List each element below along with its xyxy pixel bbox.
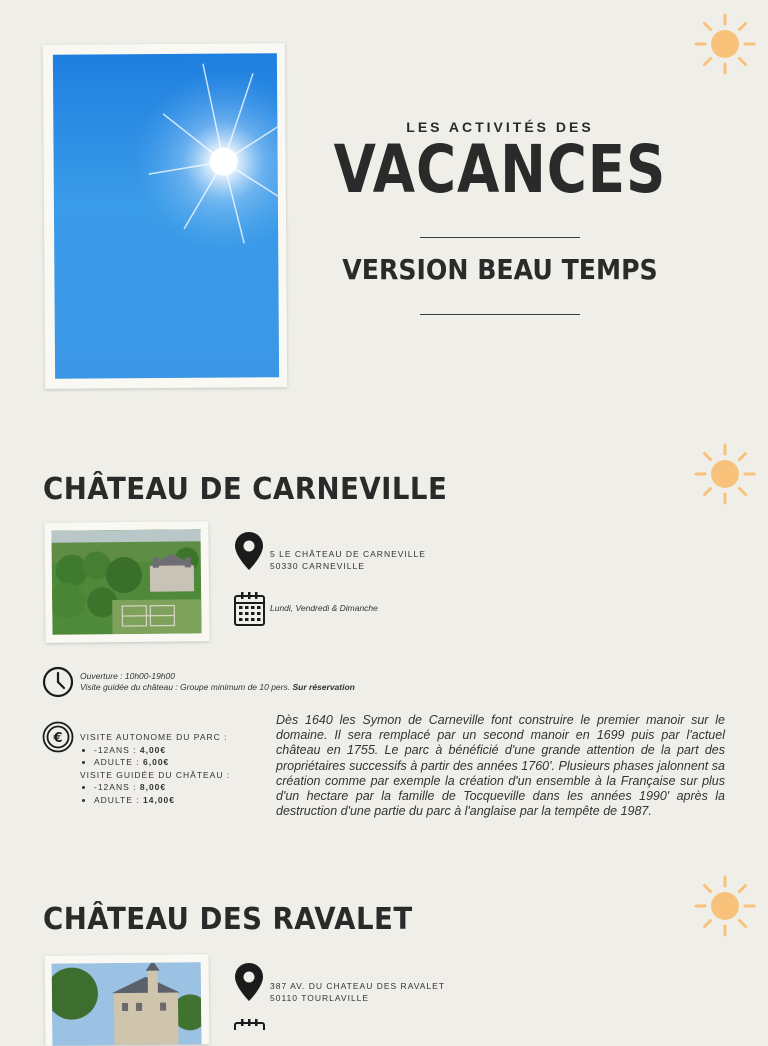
address-line-2: 50110 TOURLAVILLE <box>270 993 370 1003</box>
hero-photo-frame <box>43 43 287 389</box>
section-title: CHÂTEAU DES RAVALET <box>43 902 413 937</box>
sunny-sky-photo <box>53 53 279 379</box>
price-item: • ADULTE : 14,00€ <box>94 794 260 807</box>
reservation-note: Sur réservation <box>292 682 355 692</box>
divider-top <box>420 237 580 238</box>
sun-icon <box>694 875 756 937</box>
euro-coin-icon <box>42 721 74 753</box>
opening-days: Lundi, Vendredi & Dimanche <box>270 603 378 613</box>
location-pin-icon <box>233 962 265 1002</box>
price-list <box>80 731 260 806</box>
opening-hours: Ouverture : 10h00-19h00 <box>80 671 175 681</box>
castle-photo-frame <box>45 954 210 1046</box>
castle-carneville-photo <box>51 529 201 635</box>
calendar-icon <box>233 591 266 627</box>
castle-ravalet-photo <box>52 962 202 1046</box>
section-title: CHÂTEAU DE CARNEVILLE <box>43 472 448 507</box>
sun-icon <box>694 13 756 75</box>
clock-icon <box>42 666 74 698</box>
address-line-1: 5 LE CHÂTEAU DE CARNEVILLE <box>270 549 426 559</box>
address-line-2: 50330 CARNEVILLE <box>270 561 365 571</box>
calendar-icon <box>233 1018 266 1030</box>
sun-icon <box>694 443 756 505</box>
hero-subtitle: VERSION BEAU TEMPS <box>342 253 658 286</box>
price-item: • ADULTE : 6,00€ <box>94 756 260 769</box>
address-line-1: 387 AV. DU CHATEAU DES RAVALET <box>270 981 446 991</box>
svg-text:€: € <box>53 731 63 746</box>
price-item: • -12ANS : 8,00€ <box>94 781 260 794</box>
castle-description: Dès 1640 les Symon de Carneville font construire le premier manoir sur le domaine. Il sera remplacé par un second manoir en 1699 puis par l'actuel château en 1755. Le parc à bénéficié d'une grande attention de la part des propriétaires successifs à partir des années 1760'. Plusieurs phases jalonnent sa création comme par exemple la création d'un ensemble à la Française sur plus d'un hectare par la famille de Tocqueville dans les années 1990' après la destruction d'une partie du parc à l'anglaise par la tempête de 1987. <box>276 713 725 819</box>
hero-title: VACANCES <box>333 131 667 208</box>
park-visit-heading: VISITE AUTONOME DU PARC : <box>80 732 228 742</box>
castle-photo-frame <box>44 521 209 643</box>
castle-visit-heading: VISITE GUIDÉE DU CHÂTEAU : <box>80 769 231 780</box>
guided-visit-info <box>80 682 355 693</box>
hero-kicker: LES ACTIVITÉS DES <box>406 119 594 135</box>
divider-bottom <box>420 314 580 315</box>
guided-visit-text: Visite guidée du château : Groupe minimum de 10 pers. <box>80 682 291 692</box>
price-item: • -12ANS : 4,00€ <box>94 744 260 757</box>
location-pin-icon <box>233 531 265 571</box>
